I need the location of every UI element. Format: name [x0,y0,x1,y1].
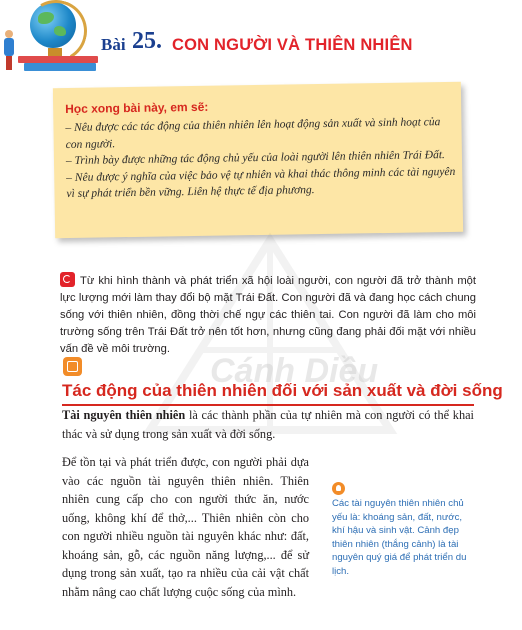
section-icon [63,357,82,376]
body-paragraph: Để tồn tại và phát triển được, con người phải dựa vào các nguồn tài nguyên thiên nhiên. Thiên nhiên cung cấp cho con người thức ăn, nước uống, không khí để thở,... Thiên nhiên còn cho con người nhiều nguồn tài nguyên khác như: đất, khoáng sản, gỗ, các nguồn năng lượng,... để sử dụng trong sản xuất, tạo ra nhiều của cải vật chất nhằm nâng cao chất lượng cuộc sống của mình. [62,455,309,599]
lesson-number: 25. [132,28,162,54]
intro-text: Từ khi hình thành và phát triển xã hội loài người, con người đã trở thành một lực lượng mới làm thay đổi bộ mặt Trái Đất. Con người đã và đang học cách chung sống với thiên nhiên, đồng thời chế ngự các thiên tai. Con người đã làm cho môi trường sống trên Trái Đất trở nên tốt hơn, nhưng cũng đang phải đối mặt với nhiều vấn đề về môi trường. [60,275,476,355]
definition-text: là các thành phần của tự nhiên mà con người có thể khai thác và sử dụng trong sản xuất và đời sống. [62,408,474,441]
lesson-title: CON NGƯỜI VÀ THIÊN NHIÊN [172,36,413,54]
goal-item-text: Nêu được ý nghĩa của việc bảo vệ tự nhiên và khai thác thông minh các tài nguyên vì sự phát triển bền vững. Liên hệ thực tế địa phương. [66,165,456,201]
start-activity-icon [60,272,75,287]
learning-goals-note [53,82,463,238]
goal-item-text: Trình bày được những tác động chủ yếu của loài người lên thiên nhiên Trái Đất. [74,149,445,167]
goal-item: – Nêu được ý nghĩa của việc bảo vệ tự nhiên và khai thác thông minh các tài nguyên vì sự phát triển bền vững. Liên hệ thực tế địa phương. [66,165,456,201]
lightbulb-icon [332,482,345,495]
goal-item-text: Nêu được các tác động của thiên nhiên lên hoạt động sản xuất và sinh hoạt của con người. [65,116,441,151]
lesson-label: Bài [101,35,126,54]
intro-paragraph [60,272,476,358]
learning-goals-heading: Học xong bài này, em sẽ: [65,99,209,117]
section-title: Tác động của thiên nhiên đối với sản xuất và đời sống [62,381,503,400]
books-icon [18,56,98,72]
learning-goals-card [54,85,468,242]
definition-term: Tài nguyên thiên nhiên [62,408,186,422]
lesson-header [0,0,522,72]
goal-item: – Nêu được các tác động của thiên nhiên lên hoạt động sản xuất và sinh hoạt của con người. [65,116,441,151]
student-figure-icon [4,30,14,70]
side-note: Các tài nguyên thiên nhiên chủ yếu là: khoáng sản, đất, nước, khí hậu và sinh vật. Cảnh đẹp thiên nhiên (thắng cảnh) là tài nguyên quý giá để phát triển du lịch. [332,498,467,577]
definition-paragraph [62,406,474,443]
watermark-text: Cánh Diều [210,352,379,390]
goal-item: – Trình bày được những tác động chủ yếu của loài người lên thiên nhiên Trái Đất. [65,149,445,168]
